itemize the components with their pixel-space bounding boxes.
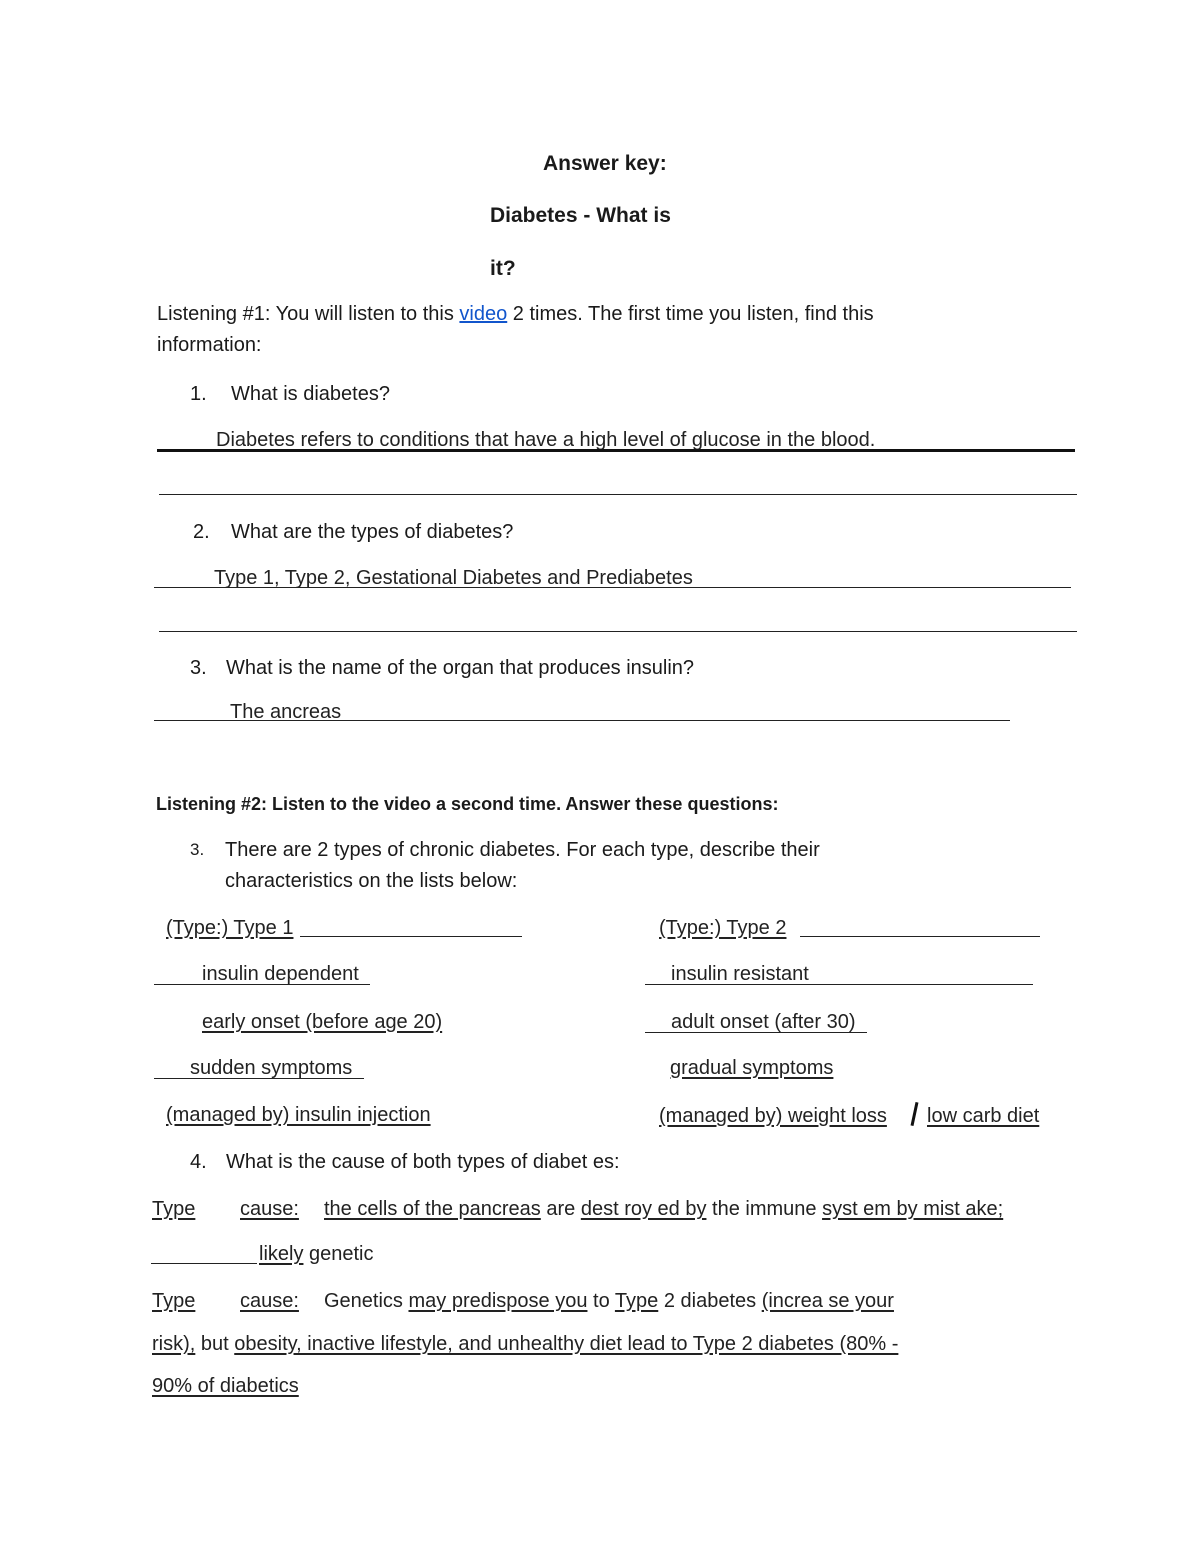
cause2-line2-u1: risk),	[152, 1333, 196, 1355]
type2-item-1-line	[645, 984, 1033, 985]
cause2-text	[324, 1290, 894, 1313]
type2-item-4: (managed by) weight loss	[659, 1105, 887, 1127]
listening2-heading: Listening #2: Listen to the video a second time. Answer these questions:	[156, 794, 779, 814]
type1-item-1-line	[154, 984, 370, 985]
cause1-mid2: the immune	[706, 1198, 823, 1220]
intro-pre: Listening #1: You will listen to this	[157, 303, 460, 325]
q2-answer: Type 1, Type 2, Gestational Diabetes and Prediabetes	[214, 567, 693, 589]
cause2-mid: to	[587, 1290, 615, 1312]
type2-item-1: insulin resistant	[671, 963, 809, 985]
q2-number: 2.	[193, 521, 210, 543]
cause2-cause-label: cause:	[240, 1290, 299, 1312]
cause2-line2	[152, 1333, 898, 1356]
type1-item-3-line	[154, 1078, 364, 1079]
type1-header-line	[300, 936, 522, 937]
q1-answer-line	[157, 449, 1075, 452]
listening1-intro-line2: information:	[157, 334, 262, 356]
q1-number: 1.	[190, 383, 207, 405]
type2-item-2-line	[645, 1032, 867, 1033]
type1-item-2: early onset (before age 20)	[202, 1011, 443, 1033]
q1-answer-post: in the blood.	[760, 429, 876, 451]
cause1-text	[324, 1198, 1003, 1221]
type2-item-5: low carb diet	[927, 1105, 1040, 1127]
q1-question: What is diabetes?	[231, 383, 390, 405]
cause1-line2-u: likely	[259, 1243, 304, 1265]
l2-q3-number: 3.	[190, 840, 205, 859]
q1-blank-line	[159, 494, 1077, 495]
cause1-type-label: Type	[152, 1198, 196, 1220]
type2-header-line	[800, 936, 1040, 937]
cause2-mid2: 2 diabetes	[658, 1290, 762, 1312]
cause1-u3: syst em by mist ake;	[822, 1198, 1004, 1220]
slash-mark	[911, 1102, 919, 1126]
type1-item-3: sudden symptoms	[190, 1057, 353, 1079]
cause1-mid1: are	[540, 1198, 581, 1220]
type2-item-3: gradual symptoms	[670, 1057, 834, 1079]
cause2-pre: Genetics	[324, 1290, 409, 1312]
q2-answer-line	[154, 587, 1071, 588]
l2-q3-line2: characteristics on the lists below:	[225, 870, 518, 892]
q1-answer-pre: Diabetes refers to conditions that have a	[216, 429, 580, 451]
q1-answer-high: high	[579, 429, 618, 451]
cause2-type-label: Type	[152, 1290, 196, 1312]
cause2-u2: Type	[614, 1290, 659, 1312]
q2-question: What are the types of diabetes?	[231, 521, 514, 543]
type1-item-1: insulin dependent	[202, 963, 359, 985]
q3-number: 3.	[190, 657, 207, 679]
cause1-line2-blank	[151, 1263, 257, 1264]
doc-title-line2: Diabetes - What is	[490, 204, 671, 227]
cause1-line2	[259, 1243, 374, 1266]
video-link[interactable]: video	[459, 303, 508, 325]
q4-question: What is the cause of both types of diabet es:	[226, 1151, 620, 1173]
doc-title-line1: Answer key:	[543, 152, 667, 175]
type1-header: (Type:) Type 1	[166, 917, 294, 939]
q3-answer: The ancreas	[230, 701, 342, 723]
cause2-u1: may predispose you	[408, 1290, 588, 1312]
l2-q3-line1: There are 2 types of chronic diabetes. For each type, describe their	[225, 839, 820, 861]
type2-item-2: adult onset (after 30)	[671, 1011, 856, 1033]
cause2-line3: 90% of diabetics	[152, 1375, 299, 1397]
cause1-line2-post: genetic	[303, 1243, 374, 1265]
type2-header: (Type:) Type 2	[659, 917, 787, 939]
q4-number: 4.	[190, 1151, 207, 1173]
cause2-u3: (increa se your	[761, 1290, 894, 1312]
listening1-intro	[157, 303, 874, 326]
q3-answer-line	[154, 720, 1010, 721]
q2-blank-line	[159, 631, 1077, 632]
cause2-line2-u2: obesity, inactive lifestyle, and unhealthy diet lead to Type 2 diabetes (80% -	[234, 1333, 899, 1355]
q1-answer-mid: level of	[617, 429, 692, 451]
doc-title-line3: it?	[490, 257, 516, 280]
cause2-line2-mid: but	[195, 1333, 235, 1355]
intro-post: 2 times. The first time you listen, find this	[507, 303, 874, 325]
cause1-u2: dest roy ed by	[580, 1198, 707, 1220]
cause1-u1: the cells of the pancreas	[324, 1198, 541, 1220]
q1-answer-glucose: glucose	[691, 429, 761, 451]
type1-item-4: (managed by) insulin injection	[166, 1104, 431, 1126]
q3-question: What is the name of the organ that produces insulin?	[226, 657, 695, 679]
cause1-cause-label: cause:	[240, 1198, 299, 1220]
